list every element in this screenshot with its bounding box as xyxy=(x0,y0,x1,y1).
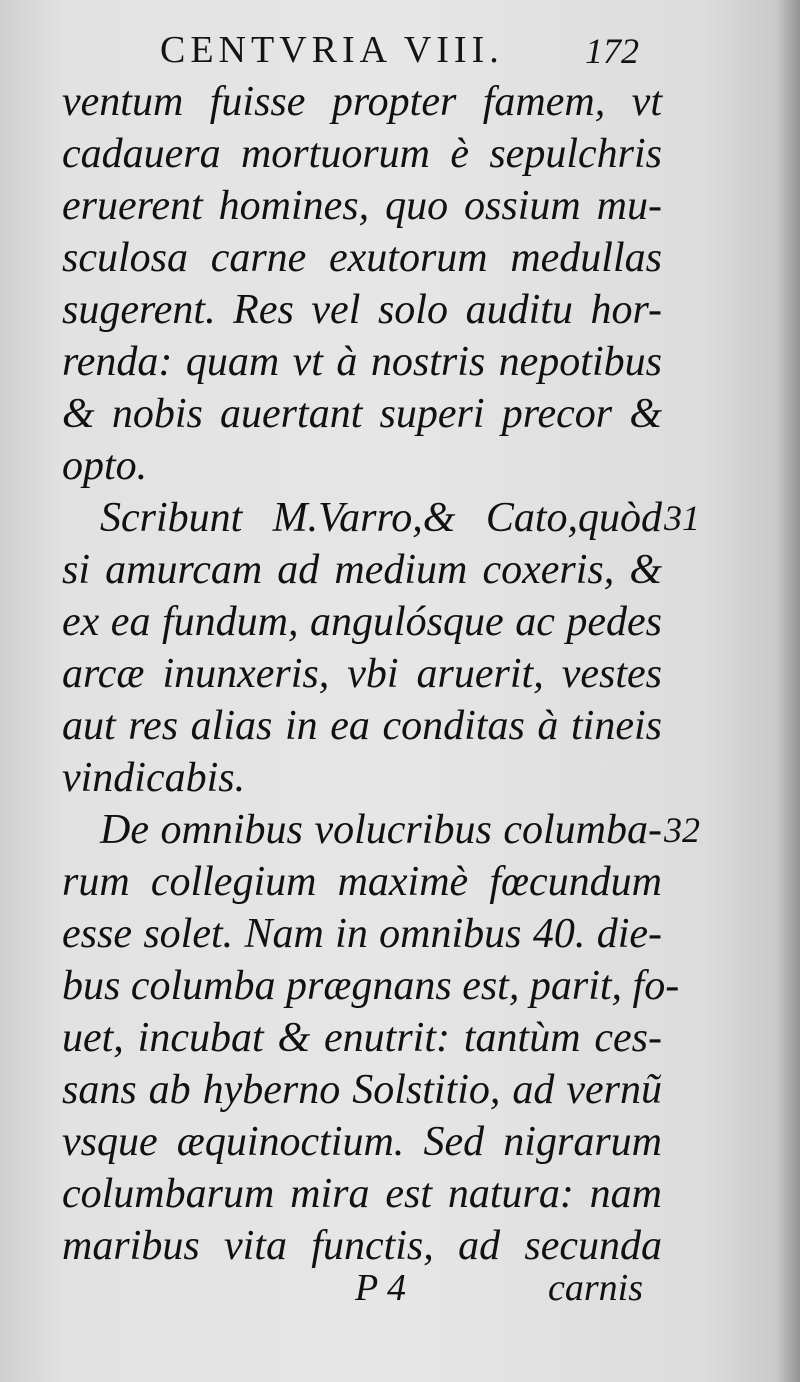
text-line: rum collegium maximè fœcundum xyxy=(62,859,662,905)
text-line: aut res alias in ea conditas à tineis xyxy=(62,703,662,749)
text-line: bus columba prægnans est, parit, fo- xyxy=(62,963,680,1009)
page-edge-shadow xyxy=(776,0,800,1382)
paragraph-start-line: De omnibus volucribus columba- xyxy=(100,807,662,853)
text-line: maribus vita functis, ad secunda xyxy=(62,1223,662,1269)
text-line: vindicabis. xyxy=(62,755,246,801)
text-line: cadauera mortuorum è sepulchris xyxy=(62,131,662,177)
text-line: esse solet. Nam in omnibus 40. die- xyxy=(62,911,662,957)
text-line: sugerent. Res vel solo auditu hor- xyxy=(62,287,662,333)
folio-number: 172 xyxy=(585,31,639,71)
text-line: columbarum mira est natura: nam xyxy=(62,1171,662,1217)
text-line: arcæ inunxeris, vbi aruerit, vestes xyxy=(62,651,662,697)
text-line: ex ea fundum, angulósque ac pedes xyxy=(62,599,662,645)
signature-mark: P 4 xyxy=(355,1267,407,1309)
text-line: ventum fuisse propter famem, vt xyxy=(62,79,662,125)
text-line: sans ab hyberno Solstitio, ad vernũ xyxy=(62,1067,662,1113)
text-line: eruerent homines, quo ossium mu- xyxy=(62,183,662,229)
text-line: uet, incubat & enutrit: tantùm ces- xyxy=(62,1015,662,1061)
marginal-number: 32 xyxy=(664,810,700,850)
paragraph-start-line: Scribunt M.Varro,& Cato,quòd xyxy=(100,495,662,541)
running-title: CENTVRIA VIII. xyxy=(160,29,504,71)
text-line: & nobis auertant superi precor & xyxy=(62,391,662,437)
text-line: opto. xyxy=(62,443,148,489)
text-line: si amurcam ad medium coxeris, & xyxy=(62,547,662,593)
marginal-number: 31 xyxy=(664,498,700,538)
page-header xyxy=(0,28,800,78)
text-line: sculosa carne exutorum medullas xyxy=(62,235,662,281)
text-line: renda: quam vt à nostris nepotibus xyxy=(62,339,662,385)
text-line: vsque æquinoctium. Sed nigrarum xyxy=(62,1119,662,1165)
catchword: carnis xyxy=(548,1267,643,1309)
